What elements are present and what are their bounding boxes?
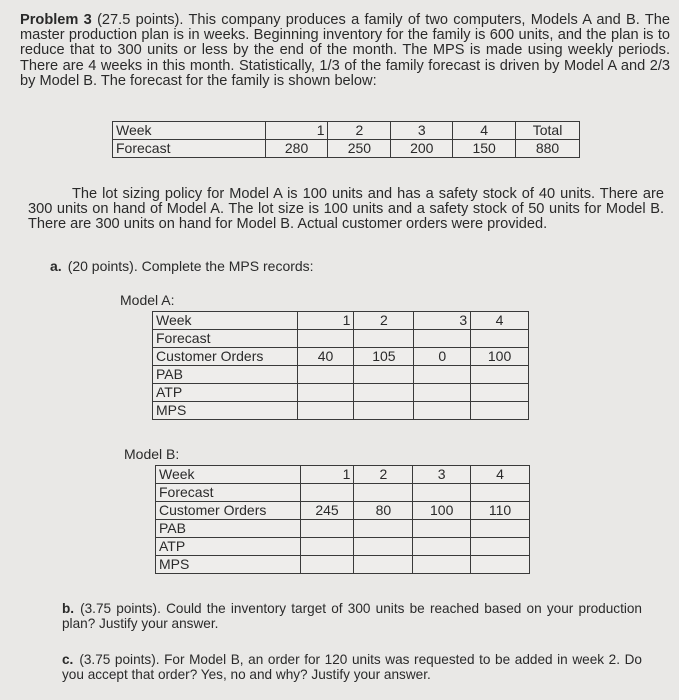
model-b-orders-row [156, 502, 530, 520]
model-a-week-2: 2 [354, 312, 414, 330]
model-a-week-3: 3 [414, 312, 471, 330]
problem-text: This company produces a family of two computers, Models A and B. The master production plan is in weeks. Beginning inventory for the family is 600 units, and the plan is to reduce that to 300 units or less by the end of the month. The MPS is made using weekly periods. There are 4 weeks in this month. Statistically, 1/3 of the family forecast is driven by Model A and 2/3 by Model B. The forecast for the family is shown below: [20, 12, 670, 89]
problem-points: (27.5 points). [97, 12, 184, 28]
part-a-text: (20 points). Complete the MPS records: [67, 258, 314, 274]
model-a-week-1: 1 [297, 312, 354, 330]
model-b-pab-cell[interactable] [354, 520, 413, 538]
model-a-week-label: Week [153, 312, 298, 330]
model-a-week-4: 4 [471, 312, 529, 330]
model-b-orders-label: Customer Orders [156, 502, 301, 520]
model-b-orders-1: 245 [300, 502, 354, 520]
model-a-forecast-label: Forecast [153, 330, 298, 348]
model-b-pab-cell[interactable] [471, 520, 530, 538]
model-b-mps-cell[interactable] [471, 556, 530, 574]
model-b-orders-2: 80 [354, 502, 413, 520]
model-b-atp-cell[interactable] [471, 538, 530, 556]
family-forecast-total: 880 [516, 140, 580, 158]
model-a-mps-cell[interactable] [297, 402, 354, 420]
family-forecast-4: 150 [453, 140, 516, 158]
family-forecast-table [112, 121, 580, 158]
policy-text: The lot sizing policy for Model A is 100 units and has a safety stock of 40 units. There are 300 units on hand of Model A. The lot size is 100 units and a safety stock of 50 units for Model B. There are 300 units on hand for Model B. Actual customer orders were provided. [28, 186, 664, 233]
model-a-orders-3: 0 [414, 348, 471, 366]
model-a-atp-cell[interactable] [354, 384, 414, 402]
model-b-forecast-cell[interactable] [354, 484, 413, 502]
model-b-week-label: Week [156, 466, 301, 484]
family-week-2: 2 [328, 122, 391, 140]
part-b-text: (3.75 points). Could the inventory target of 300 units be reached based on your production plan? Justify your answer. [62, 601, 642, 631]
model-a-orders-label: Customer Orders [153, 348, 298, 366]
part-c-tag: c. [62, 652, 74, 667]
model-b-orders-3: 100 [413, 502, 471, 520]
family-forecast-label: Forecast [113, 140, 266, 158]
model-a-atp-cell[interactable] [297, 384, 354, 402]
model-b-week-4: 4 [471, 466, 530, 484]
model-a-mps-cell[interactable] [354, 402, 414, 420]
model-a-atp-cell[interactable] [414, 384, 471, 402]
family-forecast-2: 250 [328, 140, 391, 158]
model-a-mps-label: MPS [153, 402, 298, 420]
model-b-mps-cell[interactable] [354, 556, 413, 574]
family-forecast-1: 280 [265, 140, 328, 158]
model-a-atp-row [153, 384, 529, 402]
model-a-title: Model A: [120, 292, 175, 308]
model-a-mps-table [152, 311, 529, 420]
model-b-forecast-cell[interactable] [413, 484, 471, 502]
family-total-label: Total [516, 122, 580, 140]
model-b-pab-cell[interactable] [413, 520, 471, 538]
problem-heading: Problem 3 [20, 12, 92, 28]
part-c-text: (3.75 points). For Model B, an order for 120 units was requested to be added in week 2. Do you accept that order? Yes, no and why? Justify your answer. [62, 652, 642, 682]
model-b-title: Model B: [124, 446, 180, 462]
model-a-pab-cell[interactable] [414, 366, 471, 384]
model-a-mps-cell[interactable] [414, 402, 471, 420]
part-b-tag: b. [62, 601, 75, 616]
family-week-row [113, 122, 580, 140]
model-a-forecast-cell[interactable] [354, 330, 414, 348]
model-b-week-1: 1 [300, 466, 354, 484]
model-b-pab-cell[interactable] [300, 520, 354, 538]
model-b-atp-cell[interactable] [413, 538, 471, 556]
model-b-mps-cell[interactable] [413, 556, 471, 574]
model-b-atp-row [156, 538, 530, 556]
model-a-pab-cell[interactable] [354, 366, 414, 384]
family-forecast-row [113, 140, 580, 158]
family-week-3: 3 [391, 122, 453, 140]
model-a-orders-2: 105 [354, 348, 414, 366]
model-a-orders-row [153, 348, 529, 366]
model-a-forecast-cell[interactable] [414, 330, 471, 348]
family-week-4: 4 [453, 122, 516, 140]
model-a-pab-label: PAB [153, 366, 298, 384]
model-b-week-row [156, 466, 530, 484]
model-b-pab-row [156, 520, 530, 538]
model-b-orders-4: 110 [471, 502, 530, 520]
model-a-mps-row [153, 402, 529, 420]
model-b-mps-row [156, 556, 530, 574]
model-b-mps-cell[interactable] [300, 556, 354, 574]
model-a-forecast-cell[interactable] [471, 330, 529, 348]
model-a-pab-cell[interactable] [297, 366, 354, 384]
model-b-atp-label: ATP [156, 538, 301, 556]
problem-statement [20, 13, 670, 89]
model-a-atp-cell[interactable] [471, 384, 529, 402]
part-a-tag: a. [50, 258, 62, 274]
model-a-forecast-cell[interactable] [297, 330, 354, 348]
model-b-mps-table [155, 465, 530, 574]
model-b-week-2: 2 [354, 466, 413, 484]
model-b-mps-label: MPS [156, 556, 301, 574]
policy-paragraph [28, 187, 664, 233]
part-a [50, 259, 650, 274]
part-b [62, 601, 642, 631]
model-a-week-row [153, 312, 529, 330]
model-a-pab-row [153, 366, 529, 384]
family-forecast-3: 200 [391, 140, 453, 158]
model-b-atp-cell[interactable] [354, 538, 413, 556]
part-c [62, 652, 642, 682]
model-a-mps-cell[interactable] [471, 402, 529, 420]
model-b-forecast-row [156, 484, 530, 502]
family-week-label: Week [113, 122, 266, 140]
model-b-week-3: 3 [413, 466, 471, 484]
family-week-1: 1 [265, 122, 328, 140]
model-a-pab-cell[interactable] [471, 366, 529, 384]
model-b-forecast-label: Forecast [156, 484, 301, 502]
model-b-forecast-cell[interactable] [300, 484, 354, 502]
model-b-atp-cell[interactable] [300, 538, 354, 556]
model-b-forecast-cell[interactable] [471, 484, 530, 502]
model-a-atp-label: ATP [153, 384, 298, 402]
model-a-orders-1: 40 [297, 348, 354, 366]
model-b-pab-label: PAB [156, 520, 301, 538]
model-a-forecast-row [153, 330, 529, 348]
model-a-orders-4: 100 [471, 348, 529, 366]
